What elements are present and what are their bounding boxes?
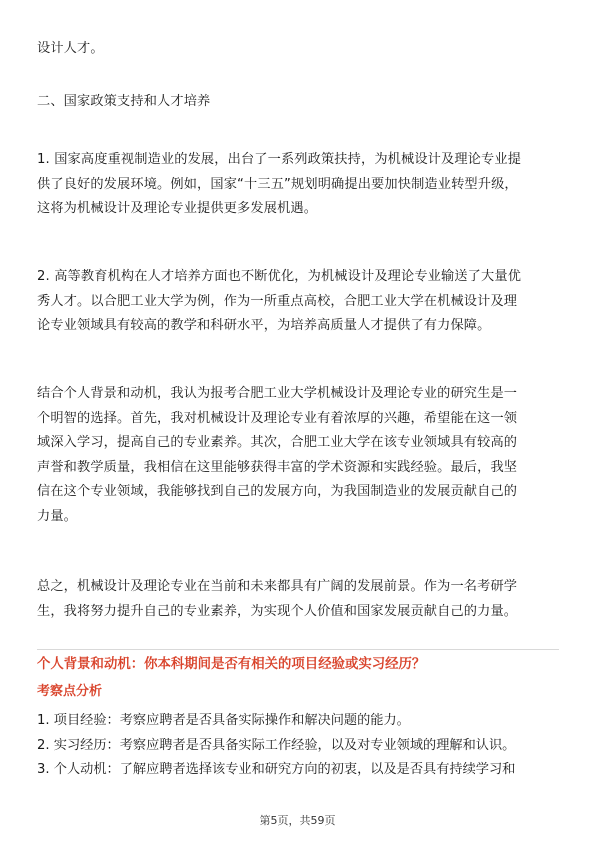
page-number: 第5页，共59页 bbox=[259, 814, 336, 827]
text-line: 信在这个专业领域，我能够找到自己的发展方向，为我国制造业的发展贡献自己的 bbox=[37, 484, 518, 499]
paragraph-personal-motivation bbox=[37, 382, 559, 529]
text-line: 这将为机械设计及理论专业提供更多发展机遇。 bbox=[37, 201, 318, 216]
text-line: 2. 高等教育机构在人才培养方面也不断优化，为机械设计及理论专业输送了大量优 bbox=[37, 269, 522, 284]
list-item: 2. 实习经历：考察应聘者是否具备实际工作经验，以及对专业领域的理解和认识。 bbox=[37, 737, 516, 753]
analysis-list bbox=[37, 709, 559, 783]
section-heading bbox=[37, 90, 559, 115]
analysis-heading: 考察点分析 bbox=[37, 684, 103, 699]
paragraph-policy-support bbox=[37, 148, 559, 222]
text-line: 声誉和教学质量，我相信在这里能够获得丰富的学术资源和实践经验。最后，我坚 bbox=[37, 459, 518, 475]
text-line: 供了良好的发展环境。例如，国家“十三五”规划明确提出要加快制造业转型升级， bbox=[37, 176, 518, 192]
section-divider bbox=[37, 649, 559, 650]
text-line: 生，我将努力提升自己的专业素养，为实现个人价值和国家发展贡献自己的力量。 bbox=[37, 603, 518, 619]
list-item: 1. 项目经验：考察应聘者是否具备实际操作和解决问题的能力。 bbox=[37, 713, 410, 728]
text-line: 1. 国家高度重视制造业的发展，出台了一系列政策扶持，为机械设计及理论专业提 bbox=[37, 152, 522, 167]
list-item: 3. 个人动机：了解应聘者选择该专业和研究方向的初衷，以及是否具有持续学习和 bbox=[37, 762, 516, 777]
paragraph-conclusion bbox=[37, 575, 559, 624]
text-line: 论专业领域具有较高的教学和科研水平，为培养高质量人才提供了有力保障。 bbox=[37, 318, 491, 333]
text-line: 个明智的选择。首先，我对机械设计及理论专业有着浓厚的兴趣，希望能在这一领 bbox=[37, 410, 518, 426]
text-line: 力量。 bbox=[37, 508, 78, 524]
paragraph-talent-training bbox=[37, 265, 559, 339]
paragraph-intro-tail bbox=[37, 37, 559, 62]
text-line: 域深入学习，提高自己的专业素养。其次，合肥工业大学在该专业领域具有较高的 bbox=[37, 435, 518, 450]
text-line: 总之，机械设计及理论专业在当前和未来都具有广阔的发展前景。作为一名考研学 bbox=[37, 579, 518, 594]
text-line: 秀人才。以合肥工业大学为例，作为一所重点高校，合肥工业大学在机械设计及理 bbox=[37, 293, 518, 309]
text-line: 设计人才。 bbox=[37, 41, 104, 56]
section-heading-text: 二、国家政策支持和人才培养 bbox=[37, 94, 211, 109]
text-line: 结合个人背景和动机，我认为报考合肥工业大学机械设计及理论专业的研究生是一 bbox=[37, 386, 518, 401]
question-title: 个人背景和动机：你本科期间是否有相关的项目经验或实习经历？ bbox=[37, 657, 426, 672]
